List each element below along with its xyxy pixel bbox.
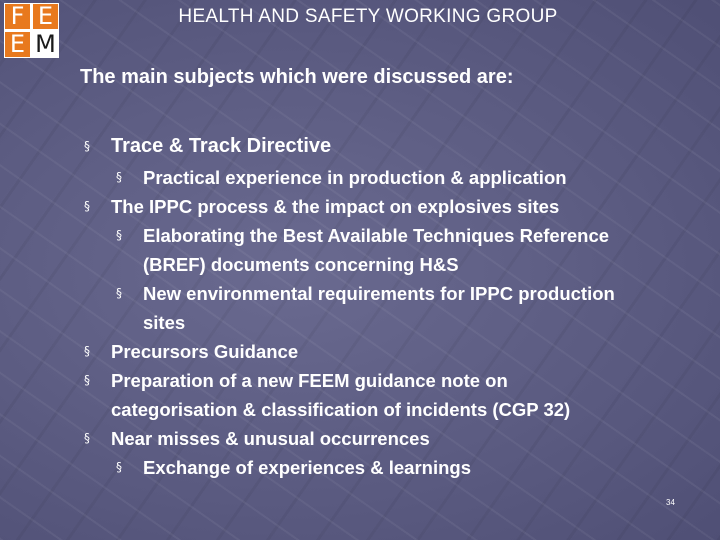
bullet-icon: § xyxy=(84,139,90,153)
list-item xyxy=(84,424,714,453)
page-number: 34 xyxy=(666,498,675,507)
bullet-icon: § xyxy=(84,199,90,213)
list-item-text: Precursors Guidance xyxy=(111,341,299,362)
list-item-text: Exchange of experiences & learnings xyxy=(143,457,471,478)
logo-letter-m: M xyxy=(33,32,58,57)
bullet-icon: § xyxy=(84,373,90,387)
list-item xyxy=(116,453,714,482)
list-item-text: The IPPC process & the impact on explosives sites xyxy=(111,196,560,217)
list-item-text: New environmental requirements for IPPC production xyxy=(143,283,615,304)
logo-letter-f: F xyxy=(5,4,30,29)
list-item-text-continued: sites xyxy=(143,312,186,333)
logo-letter-e1: E xyxy=(33,4,58,29)
bullet-icon: § xyxy=(116,170,122,184)
list-item-text: Trace & Track Directive xyxy=(111,135,332,157)
slide-subtitle: The main subjects which were discussed are: xyxy=(80,66,514,88)
slide-title: HEALTH AND SAFETY WORKING GROUP xyxy=(178,6,558,27)
list-item-text: Near misses & unusual occurrences xyxy=(111,428,430,449)
list-item-text-continued: (BREF) documents concerning H&S xyxy=(143,254,459,275)
list-item xyxy=(116,221,714,279)
list-item xyxy=(116,279,714,337)
list-item xyxy=(84,366,714,424)
bullet-icon: § xyxy=(116,286,122,300)
logo-letter-e2: E xyxy=(5,32,30,57)
bullet-icon: § xyxy=(84,431,90,445)
list-item xyxy=(84,131,714,161)
list-item xyxy=(84,192,714,221)
bullet-icon: § xyxy=(116,460,122,474)
list-item-text: Practical experience in production & application xyxy=(143,167,567,188)
bullet-icon: § xyxy=(84,344,90,358)
list-item-text: Preparation of a new FEEM guidance note on xyxy=(111,370,508,391)
list-item xyxy=(116,163,714,192)
list-item-text-continued: categorisation & classification of incidents (CGP 32) xyxy=(111,399,571,420)
bullet-list xyxy=(84,131,714,482)
bullet-icon: § xyxy=(116,228,122,242)
list-item xyxy=(84,337,714,366)
list-item-text: Elaborating the Best Available Techniques Reference xyxy=(143,225,610,246)
